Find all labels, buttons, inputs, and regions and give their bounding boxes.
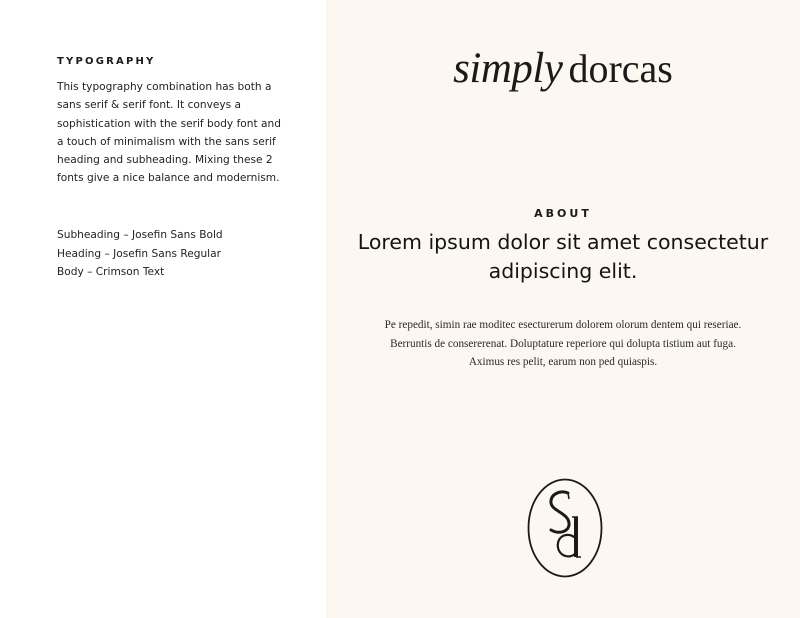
sd-monogram-icon: [526, 477, 604, 579]
logo-serif-word: dorcas: [568, 46, 673, 91]
font-list-item-subheading: Subheading – Josefin Sans Bold: [57, 229, 223, 241]
brand-logo: [326, 44, 800, 93]
about-heading: Lorem ipsum dolor sit amet consectetur adipiscing elit.: [357, 230, 769, 283]
typography-panel: [0, 0, 326, 618]
font-list-item-heading: Heading – Josefin Sans Regular: [57, 247, 221, 260]
about-label: ABOUT: [534, 207, 592, 220]
brand-preview-panel: [326, 0, 800, 618]
font-list: [57, 226, 297, 282]
logo-script-word: simply: [453, 45, 563, 92]
typography-description: This typography combination has both a sans serif & serif font. It conveys a sophistication with the serif body font and a touch of minimalism with the sans serif heading and subheading. Mixing these 2 fonts give a nice balance and modernism.: [57, 81, 281, 185]
typography-heading: TYPOGRAPHY: [57, 56, 156, 67]
about-body: Pe repedit, simin rae moditec esecturerum dolorem olorum dentem qui reseriae. Berruntis de consererenat. Doluptature reperiore qui dolupta tistium aut fuga. Aximus res pelit, earum non ped quiaspis.: [384, 319, 742, 368]
font-list-item-body: Body – Crimson Text: [57, 266, 165, 278]
